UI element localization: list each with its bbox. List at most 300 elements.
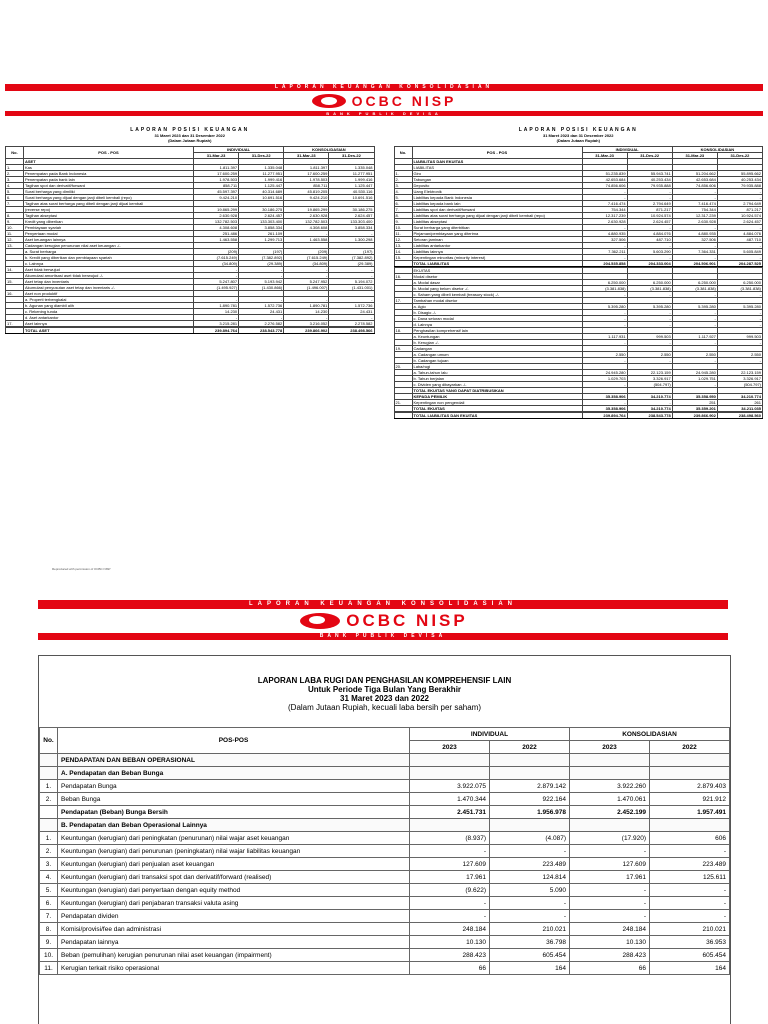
row-value: 10.924.574 — [627, 213, 672, 219]
row-number: 8. — [40, 923, 58, 936]
sub-band — [5, 111, 763, 116]
col-no: No. — [394, 147, 412, 159]
row-label: Liabilitas spot dan derivatif/forward — [412, 207, 582, 213]
row-label: Giro — [412, 171, 582, 177]
row-value: (29.389) — [329, 261, 374, 267]
row-value: - — [717, 322, 762, 328]
row-number: 4. — [394, 189, 412, 195]
row-label: A. Pendapatan dan Beban Bunga — [58, 767, 410, 780]
row-value: 36.953 — [650, 936, 730, 949]
table-row — [40, 806, 730, 819]
row-label: TOTAL EKUITAS YANG DAPAT DIATRIBUSIKAN — [412, 388, 582, 394]
row-value: 7.416.474 — [672, 201, 717, 207]
row-label: d. Lainnya — [412, 322, 582, 328]
row-value: - — [717, 255, 762, 261]
row-value: 6.250.000 — [717, 280, 762, 286]
row-value: 5.193.942 — [239, 279, 284, 285]
row-value: - — [410, 910, 490, 923]
row-value: - — [717, 310, 762, 316]
row-label: b. Tahun berjalan — [412, 376, 582, 382]
row-label: Kepentingan minoritas (minority interest) — [412, 255, 582, 261]
row-label: Aset non produktif — [24, 291, 194, 297]
row-value: 754.344 — [672, 207, 717, 213]
row-value: - — [672, 225, 717, 231]
row-value: 4.884.076 — [627, 231, 672, 237]
row-number: 1. — [40, 780, 58, 793]
row-label: (reverse repo) — [24, 207, 194, 213]
row-value: (29.389) — [239, 261, 284, 267]
row-number: 7. — [40, 910, 58, 923]
row-label: c. Lainnya — [24, 261, 194, 267]
row-value: (209) — [284, 249, 329, 255]
liabilities-title: LAPORAN POSISI KEUANGAN — [518, 127, 638, 133]
row-number: 5. — [394, 195, 412, 201]
row-label: Beban (pemulihan) kerugian penurunan nilai aset keuangan (impairment) — [58, 949, 410, 962]
row-value: (3.381.838) — [627, 286, 672, 292]
row-value: - — [570, 845, 650, 858]
row-value: (3.381.838) — [582, 286, 627, 292]
row-label: TOTAL LIABILITAS — [412, 261, 582, 267]
row-label: Pendapatan dividen — [58, 910, 410, 923]
row-number: 1. — [394, 171, 412, 177]
row-value: - — [672, 189, 717, 195]
row-label: Liabilitas kepada bank lain — [412, 201, 582, 207]
row-value: 2.630.928 — [672, 219, 717, 225]
row-label: b. Agunan yang diambil alih — [24, 303, 194, 309]
row-value: (9.622) — [410, 884, 490, 897]
row-value: 10.130 — [410, 936, 490, 949]
row-value: 14.230 — [284, 309, 329, 315]
year-col: 2023 — [410, 741, 490, 754]
row-number: 9. — [40, 936, 58, 949]
row-value: (3.381.838) — [672, 286, 717, 292]
col-pos: POS - POS — [412, 147, 582, 159]
year-col: 2022 — [650, 741, 730, 754]
row-number: 21. — [394, 400, 412, 406]
row-value: 2.550 — [627, 352, 672, 358]
row-value: 127.609 — [570, 858, 650, 871]
row-number: 15. — [394, 255, 412, 261]
row-value: (8.937) — [410, 832, 490, 845]
row-value: (504.797) — [627, 382, 672, 388]
row-value: (197) — [329, 249, 374, 255]
row-value: 5.247.807 — [194, 279, 239, 285]
brand-logo — [0, 609, 768, 633]
row-number: 9. — [6, 219, 24, 225]
row-value: - — [627, 400, 672, 406]
row-value: 210.021 — [650, 923, 730, 936]
row-value: 1.335.048 — [239, 165, 284, 171]
row-number: 2. — [394, 177, 412, 183]
row-value: 164 — [650, 962, 730, 975]
row-number: 7. — [394, 207, 412, 213]
row-label: Uang Elektronik — [412, 189, 582, 195]
row-value: 4.880.935 — [672, 231, 717, 237]
row-value: 2.550 — [717, 352, 762, 358]
row-value: 261.109 — [239, 231, 284, 237]
row-value: (17.920) — [570, 832, 650, 845]
row-value: - — [194, 297, 239, 303]
row-value: 45.597.397 — [194, 189, 239, 195]
row-number: 3. — [394, 183, 412, 189]
balance-sheet-page — [0, 84, 768, 571]
row-value: (197) — [239, 249, 284, 255]
row-value: 1.463.558 — [194, 237, 239, 243]
row-value: 251 — [672, 400, 717, 406]
row-value: 34.210.774 — [627, 406, 672, 412]
row-label: Pinjaman/pembiayaan yang diterima — [412, 231, 582, 237]
row-label: TOTAL ASET — [24, 328, 194, 334]
row-label: a. Keuntungan — [412, 334, 582, 340]
row-value: 487.710 — [717, 237, 762, 243]
row-value: - — [672, 310, 717, 316]
row-number: 1. — [40, 832, 58, 845]
liabilities-header — [394, 128, 764, 143]
row-value: 238.498.566 — [329, 328, 374, 334]
row-value — [650, 819, 730, 832]
row-label: Beban Bunga — [58, 793, 410, 806]
assets-header — [5, 128, 375, 143]
row-value: - — [329, 297, 374, 303]
row-value: 1.117.931 — [582, 334, 627, 340]
row-value: 5.247.952 — [284, 279, 329, 285]
row-label: Akumulasi amortisasi aset tidak berwujud -/- — [24, 273, 194, 279]
row-value: 1.335.048 — [329, 165, 374, 171]
row-label: Pendapatan Bunga — [58, 780, 410, 793]
row-value: 1.299.713 — [239, 237, 284, 243]
row-value: 42.653.684 — [582, 177, 627, 183]
row-value: 35.359.201 — [672, 406, 717, 412]
row-value: - — [329, 267, 374, 273]
row-value: 2.630.928 — [194, 213, 239, 219]
row-value: (7.615.249) — [194, 255, 239, 261]
row-value: 74.856.606 — [672, 183, 717, 189]
row-value: 871.217 — [627, 207, 672, 213]
row-value: 921.912 — [650, 793, 730, 806]
row-value: (7.615.249) — [284, 255, 329, 261]
brand-name: OCBC NISP — [346, 611, 468, 630]
row-value: 6.250.000 — [582, 280, 627, 286]
row-label: Komisi/provisi/fee dan administrasi — [58, 923, 410, 936]
row-value: - — [194, 267, 239, 273]
row-value: 1.572.736 — [239, 303, 284, 309]
row-value — [570, 767, 650, 780]
row-value: - — [239, 267, 284, 273]
row-number: 4. — [40, 871, 58, 884]
row-value: 1.811.397 — [194, 165, 239, 171]
row-label: a. Properti terbengkalai — [24, 297, 194, 303]
row-value: 36.798 — [490, 936, 570, 949]
row-value: 164 — [490, 962, 570, 975]
row-value: - — [650, 884, 730, 897]
row-value: - — [582, 292, 627, 298]
row-value: 327.506 — [582, 237, 627, 243]
row-value: 30.186.275 — [329, 207, 374, 213]
row-value: 1.978.503 — [194, 177, 239, 183]
row-number — [40, 806, 58, 819]
row-value: 261 — [717, 400, 762, 406]
row-label: Tagihan spot dan derivatif/forward — [24, 183, 194, 189]
row-label: Modal disetor — [412, 274, 582, 280]
row-value: 999.503 — [627, 334, 672, 340]
row-value: 2.550 — [672, 352, 717, 358]
row-value: - — [717, 243, 762, 249]
row-value: (7.382.892) — [239, 255, 284, 261]
table-row — [40, 780, 730, 793]
row-value: 871.217 — [717, 207, 762, 213]
row-label: Surat berharga yang dimiliki — [24, 189, 194, 195]
header-band-text: LAPORAN KEUANGAN KONSOLIDASIAN — [248, 601, 517, 607]
row-value: 55.895.662 — [717, 171, 762, 177]
income-header — [39, 656, 730, 712]
row-value: 3.858.334 — [239, 225, 284, 231]
row-value: 2.550 — [582, 352, 627, 358]
date-col: 31-Mar-23 — [284, 153, 329, 159]
row-label: Keuntungan (kerugian) dari penjabaran transaksi valuta asing — [58, 897, 410, 910]
date-col: 31-Mar-23 — [194, 153, 239, 159]
row-value: 204.287.525 — [717, 261, 762, 267]
row-value: - — [672, 358, 717, 364]
row-number: 12. — [6, 237, 24, 243]
row-value: 17.961 — [410, 871, 490, 884]
table-row — [40, 910, 730, 923]
income-period: 31 Maret 2023 dan 2022 — [340, 694, 429, 703]
col-no: No. — [40, 728, 58, 754]
row-value: 487.710 — [627, 237, 672, 243]
row-label: KEPADA PEMILIK — [412, 394, 582, 400]
row-value: 2.630.928 — [284, 213, 329, 219]
row-value: 1.029.703 — [582, 376, 627, 382]
row-value: (209) — [194, 249, 239, 255]
row-value: 51.235.839 — [582, 171, 627, 177]
row-value: 858.711 — [284, 183, 329, 189]
row-value: - — [627, 340, 672, 346]
row-value: 35.358.950 — [672, 394, 717, 400]
row-label: Kepentingan non pengendali — [412, 400, 582, 406]
row-value: - — [582, 400, 627, 406]
row-value: - — [627, 358, 672, 364]
row-value: 5.603.290 — [627, 249, 672, 255]
row-value — [650, 754, 730, 767]
row-label: Deposito — [412, 183, 582, 189]
row-value: 34.210.774 — [627, 394, 672, 400]
row-label: B. Pendapatan dan Beban Operasional Lainnya — [58, 819, 410, 832]
row-value: 19.865.299 — [284, 207, 329, 213]
row-value: - — [672, 255, 717, 261]
date-col: 31-Des-22 — [329, 153, 374, 159]
row-value: - — [239, 273, 284, 279]
row-label: LIABILITAS — [412, 165, 582, 171]
row-value: 204.535.858 — [582, 261, 627, 267]
row-number: 6. — [6, 195, 24, 201]
row-value: 5.090 — [490, 884, 570, 897]
row-label: EKUITAS — [412, 268, 582, 274]
table-row — [40, 845, 730, 858]
row-value: 1.125.447 — [329, 183, 374, 189]
row-number: 5. — [6, 189, 24, 195]
row-label: Liabilitas atas surat berharga yang dijual dengan janji dibeli kembali (repo) — [412, 213, 582, 219]
row-value — [490, 819, 570, 832]
row-value: 10.924.574 — [717, 213, 762, 219]
row-number: 8. — [394, 213, 412, 219]
row-value: 7.362.211 — [582, 249, 627, 255]
row-value: (34.809) — [284, 261, 329, 267]
row-value: 2.879.142 — [490, 780, 570, 793]
row-value: 51.204.662 — [672, 171, 717, 177]
row-value: 223.489 — [490, 858, 570, 871]
row-label: Penempatan pada Bank Indonesia — [24, 171, 194, 177]
row-value: 1.463.558 — [284, 237, 329, 243]
row-value: 2.624.457 — [627, 219, 672, 225]
row-label: Laba/rugi — [412, 364, 582, 370]
row-number: 4. — [6, 183, 24, 189]
income-rows — [40, 754, 730, 975]
row-value: 248.184 — [570, 923, 650, 936]
row-value: - — [627, 195, 672, 201]
ocbc-logo-icon — [300, 613, 340, 629]
row-value: - — [627, 310, 672, 316]
row-number: 11. — [6, 231, 24, 237]
row-value: 2.794.649 — [627, 201, 672, 207]
row-value — [410, 754, 490, 767]
row-value: 754.344 — [582, 207, 627, 213]
row-value: - — [239, 315, 284, 321]
row-label: Cadangan kerugian penurunan nilai aset keuangan -/- — [24, 243, 194, 249]
date-col: 31-Des-22 — [627, 153, 672, 159]
row-value: 238.498.560 — [717, 413, 762, 419]
row-number: 6. — [394, 201, 412, 207]
row-value: 10.691.516 — [329, 195, 374, 201]
row-value: - — [194, 273, 239, 279]
row-label: c. Dividen yang dibayarkan -/- — [412, 382, 582, 388]
row-value: 125.611 — [650, 871, 730, 884]
row-label: Cadangan — [412, 346, 582, 352]
row-value: 288.423 — [410, 949, 490, 962]
row-value: 3.215.281 — [194, 321, 239, 327]
row-value: - — [627, 189, 672, 195]
row-label: PENDAPATAN DAN BEBAN OPERASIONAL — [58, 754, 410, 767]
row-label: TOTAL EKUITAS — [412, 406, 582, 412]
row-value: 1.125.447 — [239, 183, 284, 189]
row-value: - — [717, 358, 762, 364]
row-value: - — [490, 910, 570, 923]
row-value: 40.530.116 — [329, 189, 374, 195]
row-label: Kerugian terkait risiko operasional — [58, 962, 410, 975]
row-number: 7. — [6, 201, 24, 207]
row-value: (4.087) — [490, 832, 570, 845]
row-value: 14.230 — [194, 309, 239, 315]
row-value: 34.210.774 — [717, 394, 762, 400]
row-value: - — [284, 231, 329, 237]
row-number — [40, 819, 58, 832]
row-label: Setoran jaminan — [412, 237, 582, 243]
row-value: - — [650, 897, 730, 910]
row-value: - — [650, 910, 730, 923]
row-value: 40.253.434 — [717, 177, 762, 183]
row-label: Surat berharga yang dijual dengan janji dibeli kembali (repo) — [24, 195, 194, 201]
row-value — [650, 767, 730, 780]
row-number: 1. — [6, 165, 24, 171]
row-value: - — [717, 189, 762, 195]
assets-unit: (Dalam Jutaan Rupiah) — [168, 138, 212, 143]
income-statement-page — [0, 600, 768, 972]
row-label: Keuntungan (kerugian) dari penurunan (peningkatan) nilai wajar liabilitas keuangan — [58, 845, 410, 858]
row-value: 2.624.457 — [717, 219, 762, 225]
group-konsolidasian: KONSOLIDASIAN — [284, 147, 374, 153]
group-konsolidasian: KONSOLIDASIAN — [570, 728, 730, 741]
row-label: Aset keuangan lainnya — [24, 237, 194, 243]
row-value: 74.856.606 — [582, 183, 627, 189]
row-value: - — [582, 195, 627, 201]
row-value: 288.423 — [570, 949, 650, 962]
row-number: 3. — [40, 858, 58, 871]
group-konsolidasian: KONSOLIDASIAN — [672, 147, 762, 153]
row-value: 1.572.736 — [329, 303, 374, 309]
table-row — [40, 858, 730, 871]
row-value: (1.430.866) — [239, 285, 284, 291]
year-col: 2023 — [570, 741, 650, 754]
row-value: 133.303.400 — [239, 219, 284, 225]
row-number: 17. — [6, 321, 24, 327]
row-value: - — [329, 273, 374, 279]
table-row — [40, 962, 730, 975]
header-band — [5, 84, 763, 91]
table-row — [40, 832, 730, 845]
row-number: 3. — [6, 177, 24, 183]
table-row — [40, 871, 730, 884]
row-value: 17.600.259 — [194, 171, 239, 177]
row-label: a. Modal dasar — [412, 280, 582, 286]
row-value: - — [582, 225, 627, 231]
row-value: 12.317.239 — [672, 213, 717, 219]
row-value: 239.866.902 — [672, 413, 717, 419]
assets-period: 31 Maret 2023 dan 31 Desember 2022 — [154, 133, 225, 138]
table-row — [40, 936, 730, 949]
row-value: 66 — [570, 962, 650, 975]
row-value: - — [672, 316, 717, 322]
row-value: 2.630.928 — [582, 219, 627, 225]
row-value: 3.922.260 — [570, 780, 650, 793]
row-number: 16. — [394, 274, 412, 280]
row-value: 5.395.280 — [717, 304, 762, 310]
row-value: 1.300.298 — [329, 237, 374, 243]
date-col: 31-Mar-23 — [582, 153, 627, 159]
balance-sheets — [5, 128, 763, 419]
row-label: a. Agio — [412, 304, 582, 310]
row-label: c. Dana setoran modal — [412, 316, 582, 322]
row-value: (504.797) — [717, 382, 762, 388]
row-value: 24.945.280 — [582, 370, 627, 376]
row-label: a. Tahun-tahun lalu — [412, 370, 582, 376]
row-value: - — [329, 231, 374, 237]
row-value: 239.894.764 — [582, 413, 627, 419]
row-value: 22.123.159 — [627, 370, 672, 376]
row-value: 12.317.239 — [582, 213, 627, 219]
row-value — [570, 819, 650, 832]
row-label: b. Cadangan tujuan — [412, 358, 582, 364]
row-value — [490, 754, 570, 767]
row-value: 30.186.275 — [239, 207, 284, 213]
row-number: 10. — [6, 225, 24, 231]
row-value: - — [582, 189, 627, 195]
row-value: 3.858.334 — [329, 225, 374, 231]
row-value: - — [284, 273, 329, 279]
row-value: - — [410, 897, 490, 910]
row-value: - — [672, 243, 717, 249]
row-number: 8. — [6, 213, 24, 219]
row-label: Akumulasi penyusutan aset tetap dan inventaris -/- — [24, 285, 194, 291]
row-value: (1.496.007) — [284, 285, 329, 291]
